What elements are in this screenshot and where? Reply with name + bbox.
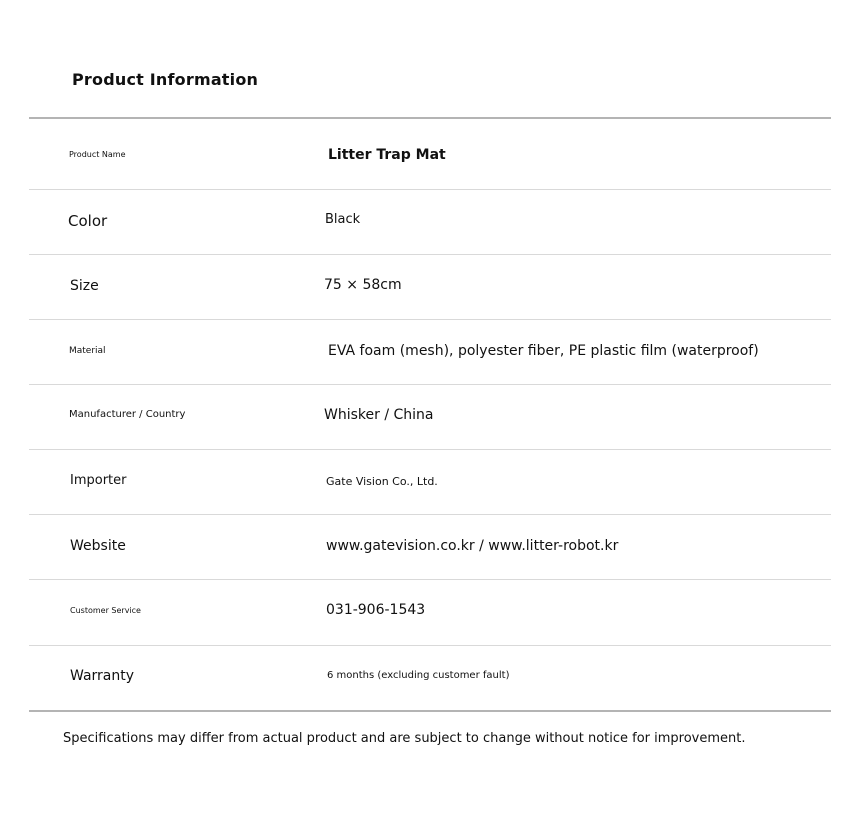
row-label-product-name: Product Name — [69, 150, 126, 159]
row-divider — [29, 189, 831, 190]
row-value-warranty: 6 months (excluding customer fault) — [327, 670, 510, 681]
row-divider — [29, 254, 831, 255]
row-divider — [29, 645, 831, 646]
row-divider — [29, 384, 831, 385]
table-top-rule — [29, 117, 831, 119]
row-label-warranty: Warranty — [70, 668, 135, 684]
row-divider — [29, 449, 831, 450]
row-value-size: 75 × 58cm — [324, 277, 402, 293]
row-value-customer-service: 031-906-1543 — [326, 602, 426, 618]
row-divider — [29, 579, 831, 580]
row-value-material: EVA foam (mesh), polyester fiber, PE plastic film (waterproof) — [328, 343, 759, 359]
row-divider — [29, 319, 831, 320]
row-label-size: Size — [70, 278, 99, 294]
row-divider — [29, 514, 831, 515]
row-value-importer: Gate Vision Co., Ltd. — [326, 475, 438, 488]
row-label-customer-service: Customer Service — [70, 606, 141, 615]
row-value-manufacturer: Whisker / China — [324, 407, 434, 423]
row-value-color: Black — [325, 212, 361, 227]
row-label-website: Website — [70, 538, 126, 554]
disclaimer-note: Specifications may differ from actual product and are subject to change without notice for improvement. — [63, 731, 746, 746]
row-label-importer: Importer — [70, 473, 127, 488]
row-label-material: Material — [69, 346, 106, 356]
table-bottom-rule — [29, 710, 831, 712]
row-value-website: www.gatevision.co.kr / www.litter-robot.kr — [326, 538, 619, 554]
row-label-manufacturer: Manufacturer / Country — [69, 409, 186, 420]
row-label-color: Color — [68, 212, 108, 230]
row-value-product-name: Litter Trap Mat — [328, 147, 446, 163]
page-title: Product Information — [72, 70, 259, 89]
